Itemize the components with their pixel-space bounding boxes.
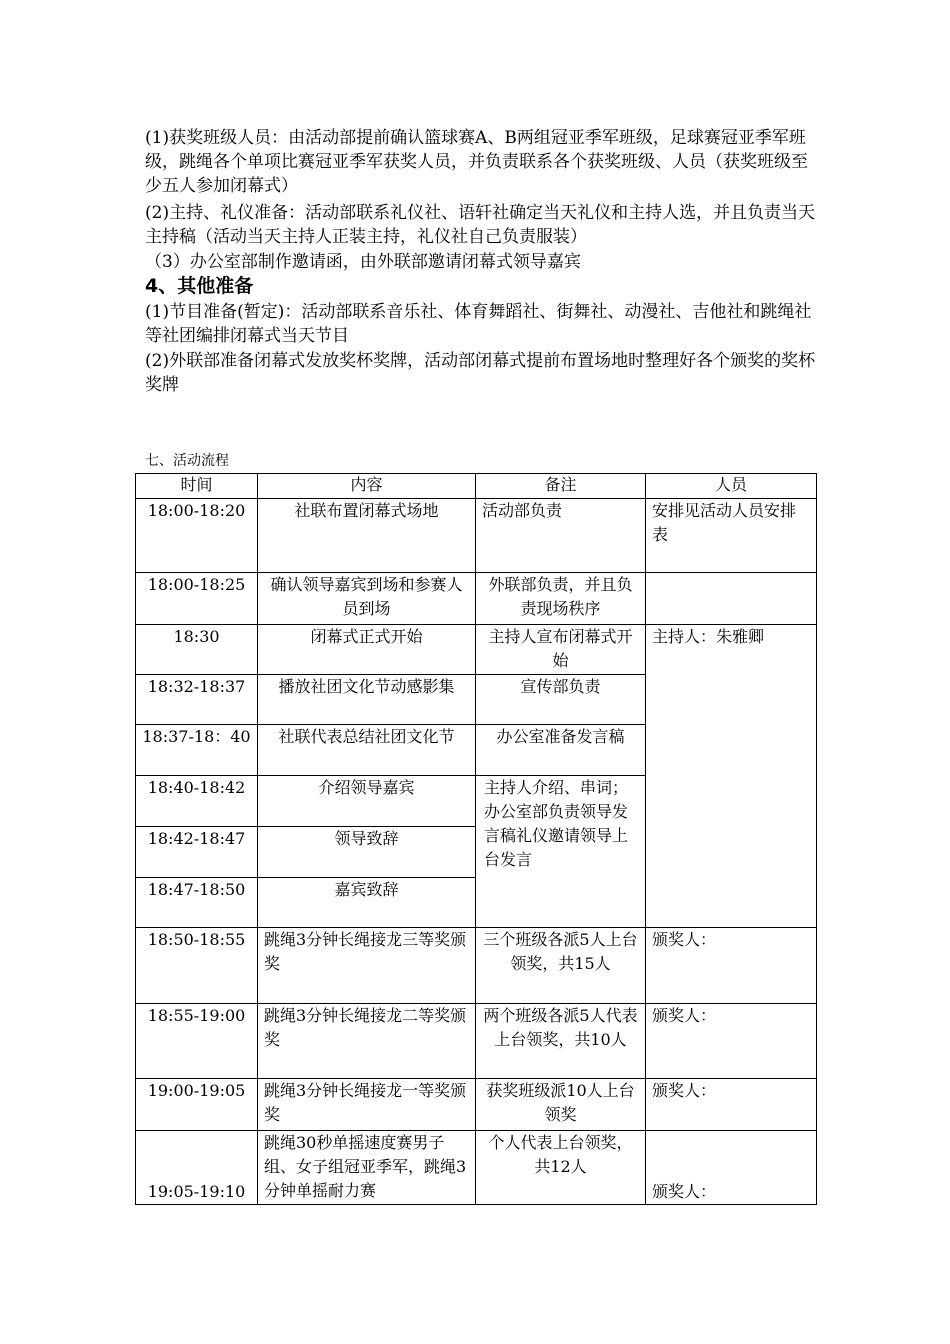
- table-header-row: [136, 474, 817, 499]
- cell-content: 跳绳3分钟长绳接龙三等奖颁奖: [258, 928, 476, 1004]
- cell-content: 社联代表总结社团文化节: [258, 725, 476, 776]
- cell-time: 18:30: [136, 625, 258, 675]
- cell-content: 闭幕式正式开始: [258, 625, 476, 675]
- cell-time: 18:55-19:00: [136, 1004, 258, 1079]
- cell-time: 18:40-18:42: [136, 776, 258, 827]
- cell-note: 个人代表上台领奖，共12人: [476, 1131, 646, 1205]
- table-row: [136, 573, 817, 625]
- cell-staff: 颁奖人：: [646, 1004, 817, 1079]
- cell-time: 18:00-18:25: [136, 573, 258, 625]
- cell-content: 跳绳3分钟长绳接龙二等奖颁奖: [258, 1004, 476, 1079]
- cell-content: 播放社团文化节动感影集: [258, 675, 476, 725]
- paragraph-trophy-prep: (2)外联部准备闭幕式发放奖杯奖牌，活动部闭幕式提前布置场地时整理好各个颁奖的奖杯奖牌: [145, 351, 816, 395]
- cell-staff: [646, 573, 817, 625]
- cell-time: 18:37-18：40: [136, 725, 258, 776]
- cell-content: 跳绳3分钟长绳接龙一等奖颁奖: [258, 1079, 476, 1131]
- cell-note: 三个班级各派5人上台领奖，共15人: [476, 928, 646, 1004]
- cell-time: 18:32-18:37: [136, 675, 258, 725]
- cell-time: 19:00-19:05: [136, 1079, 258, 1131]
- cell-note: 办公室准备发言稿: [476, 725, 646, 776]
- cell-staff: 安排见活动人员安排表: [646, 499, 817, 573]
- cell-note: 外联部负责，并且负责现场秩序: [476, 573, 646, 625]
- paragraph-invitation: （3）办公室部制作邀请函，由外联部邀请闭幕式领导嘉宾: [145, 252, 581, 272]
- table-caption: 七、活动流程: [145, 453, 229, 469]
- section-heading-other-prep: 4、其他准备: [145, 275, 254, 297]
- table-row: [136, 499, 817, 573]
- header-note: 备注: [476, 474, 646, 499]
- cell-note: 活动部负责: [476, 499, 646, 573]
- cell-content: 确认领导嘉宾到场和参赛人员到场: [258, 573, 476, 625]
- activity-flow-table: [135, 473, 817, 1205]
- cell-time: 18:00-18:20: [136, 499, 258, 573]
- table-row: [136, 928, 817, 1004]
- cell-time: 18:42-18:47: [136, 827, 258, 878]
- paragraph-host-etiquette: (2)主持、礼仪准备：活动部联系礼仪社、语轩社确定当天礼仪和主持人选，并且负责当天主持稿（活动当天主持人正装主持，礼仪社自己负责服装）: [145, 203, 816, 247]
- cell-time: 18:47-18:50: [136, 878, 258, 928]
- cell-note: 宣传部负责: [476, 675, 646, 725]
- paragraph-program-prep: (1)节目准备(暂定)：活动部联系音乐社、体育舞蹈社、街舞社、动漫社、吉他社和跳绳社等社团编排闭幕式当天节目: [145, 302, 812, 346]
- header-staff: 人员: [646, 474, 817, 499]
- cell-note: 主持人宣布闭幕式开始: [476, 625, 646, 675]
- cell-content: 社联布置闭幕式场地: [258, 499, 476, 573]
- cell-time: 19:05-19:10: [136, 1131, 258, 1205]
- header-time: 时间: [136, 474, 258, 499]
- table-row: [136, 1131, 817, 1205]
- cell-note: 主持人介绍、串词；办公室部负责领导发言稿礼仪邀请领导上台发言: [476, 776, 646, 928]
- cell-content: 嘉宾致辞: [258, 878, 476, 928]
- cell-staff: 颁奖人：: [646, 1131, 817, 1205]
- table-row: [136, 625, 817, 675]
- cell-content: 领导致辞: [258, 827, 476, 878]
- cell-time: 18:50-18:55: [136, 928, 258, 1004]
- cell-content: 跳绳30秒单摇速度赛男子组、女子组冠亚季军，跳绳3分钟单摇耐力赛: [258, 1131, 476, 1205]
- table-row: [136, 1079, 817, 1131]
- table-row: [136, 1004, 817, 1079]
- cell-note: 两个班级各派5人代表上台领奖，共10人: [476, 1004, 646, 1079]
- cell-note: 获奖班级派10人上台领奖: [476, 1079, 646, 1131]
- cell-staff: 颁奖人：: [646, 928, 817, 1004]
- cell-staff: 颁奖人：: [646, 1079, 817, 1131]
- header-content: 内容: [258, 474, 476, 499]
- cell-content: 介绍领导嘉宾: [258, 776, 476, 827]
- paragraph-award-classes: (1)获奖班级人员：由活动部提前确认篮球赛A、B两组冠亚季军班级，足球赛冠亚季军班级，跳绳各个单项比赛冠亚季军获奖人员，并负责联系各个获奖班级、人员（获奖班级至少五人参加闭幕式）: [145, 128, 808, 196]
- cell-staff: 主持人：朱雅卿: [646, 625, 817, 928]
